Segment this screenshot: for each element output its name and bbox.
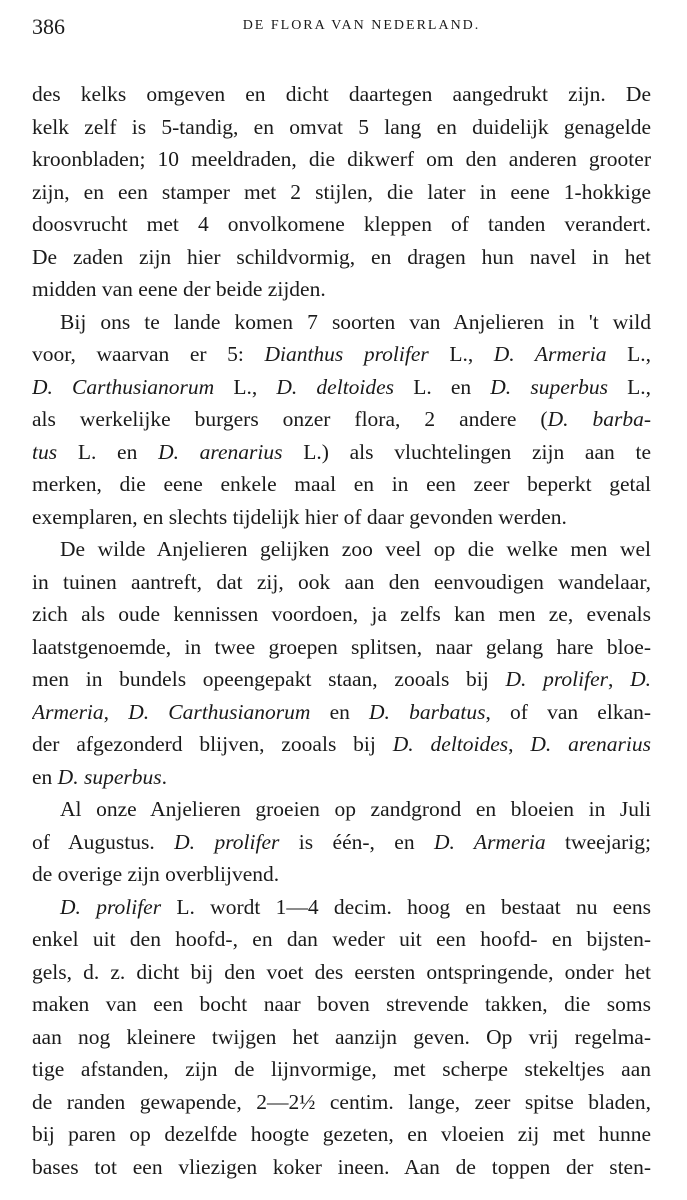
text-line: kroonbladen; 10 meeldraden, die dikwerf om den anderen grooter xyxy=(32,147,651,171)
text-line: bij paren op dezelfde hoogte gezeten, en vloeien zij met hunne xyxy=(32,1122,651,1146)
text-line: doosvrucht met 4 onvolkomene kleppen of tanden verandert. xyxy=(32,212,651,236)
text-line: de overige zijn overblijvend. xyxy=(32,862,280,886)
text-line: kelk zelf is 5-tandig, en omvat 5 lang en duidelijk genagelde xyxy=(32,114,651,139)
text-line: maken van een bocht naar boven strevende takken, die soms xyxy=(32,992,651,1016)
page-header xyxy=(32,14,651,48)
body-text xyxy=(32,78,651,1183)
text-line: der afgezonderd blijven, zooals bij D. deltoides, D. arenarius xyxy=(32,732,651,756)
text-line: Bij ons te lande komen 7 soorten van Anjelieren in 't wild xyxy=(60,309,651,334)
text-line: D. Carthusianorum L., D. deltoides L. en D. superbus L., xyxy=(32,374,651,399)
text-line: tige afstanden, zijn de lijnvormige, met scherpe stekeltjes aan xyxy=(32,1057,651,1081)
page-number: 386 xyxy=(32,14,65,39)
text-line: zijn, en een stamper met 2 stijlen, die later in eene 1-hokkige xyxy=(32,179,651,204)
text-line: merken, die eene enkele maal en in een zeer beperkt getal xyxy=(32,472,651,496)
text-line: en D. superbus. xyxy=(32,764,167,789)
text-line: men in bundels opeengepakt staan, zooals bij D. prolifer, D. xyxy=(32,667,651,691)
text-line: in tuinen aantreft, dat zij, ook aan den eenvoudigen wandelaar, xyxy=(32,569,651,594)
text-line: enkel uit den hoofd-, en dan weder uit een hoofd- en bijsten- xyxy=(32,927,651,951)
text-line: De zaden zijn hier schildvormig, en dragen hun navel in het xyxy=(32,244,651,269)
text-line: als werkelijke burgers onzer flora, 2 andere (D. barba- xyxy=(32,407,651,431)
text-line: tus L. en D. arenarius L.) als vluchtelingen zijn aan te xyxy=(32,439,651,464)
text-line: laatstgenoemde, in twee groepen splitsen, naar gelang hare bloe- xyxy=(32,634,651,659)
text-line: midden van eene der beide zijden. xyxy=(32,277,326,301)
text-line: des kelks omgeven en dicht daartegen aangedrukt zijn. De xyxy=(32,82,651,106)
text-line: D. prolifer L. wordt 1—4 decim. hoog en bestaat nu eens xyxy=(60,894,651,919)
text-line: voor, waarvan er 5: Dianthus prolifer L., D. Armeria L., xyxy=(32,342,651,366)
text-line: of Augustus. D. prolifer is één-, en D. Armeria tweejarig; xyxy=(32,829,651,854)
running-title: DE FLORA VAN NEDERLAND. xyxy=(242,18,481,33)
text-line: exemplaren, en slechts tijdelijk hier of daar gevonden werden. xyxy=(32,504,567,529)
text-line: Al onze Anjelieren groeien op zandgrond en bloeien in Juli xyxy=(60,797,651,821)
text-line: zich als oude kennissen voordoen, ja zelfs kan men ze, evenals xyxy=(32,602,651,626)
text-line: de randen gewapende, 2—2½ centim. lange, zeer spitse bladen, xyxy=(32,1089,651,1114)
text-line: Armeria, D. Carthusianorum en D. barbatus, of van elkan- xyxy=(32,699,651,724)
text-line: aan nog kleinere twijgen het aanzijn geven. Op vrij regelma- xyxy=(32,1024,651,1049)
text-line: bases tot een vliezigen koker ineen. Aan de toppen der sten- xyxy=(32,1154,651,1179)
text-line: gels, d. z. dicht bij den voet des eersten ontspringende, onder het xyxy=(32,959,651,984)
text-line: De wilde Anjelieren gelijken zoo veel op die welke men wel xyxy=(60,537,651,561)
